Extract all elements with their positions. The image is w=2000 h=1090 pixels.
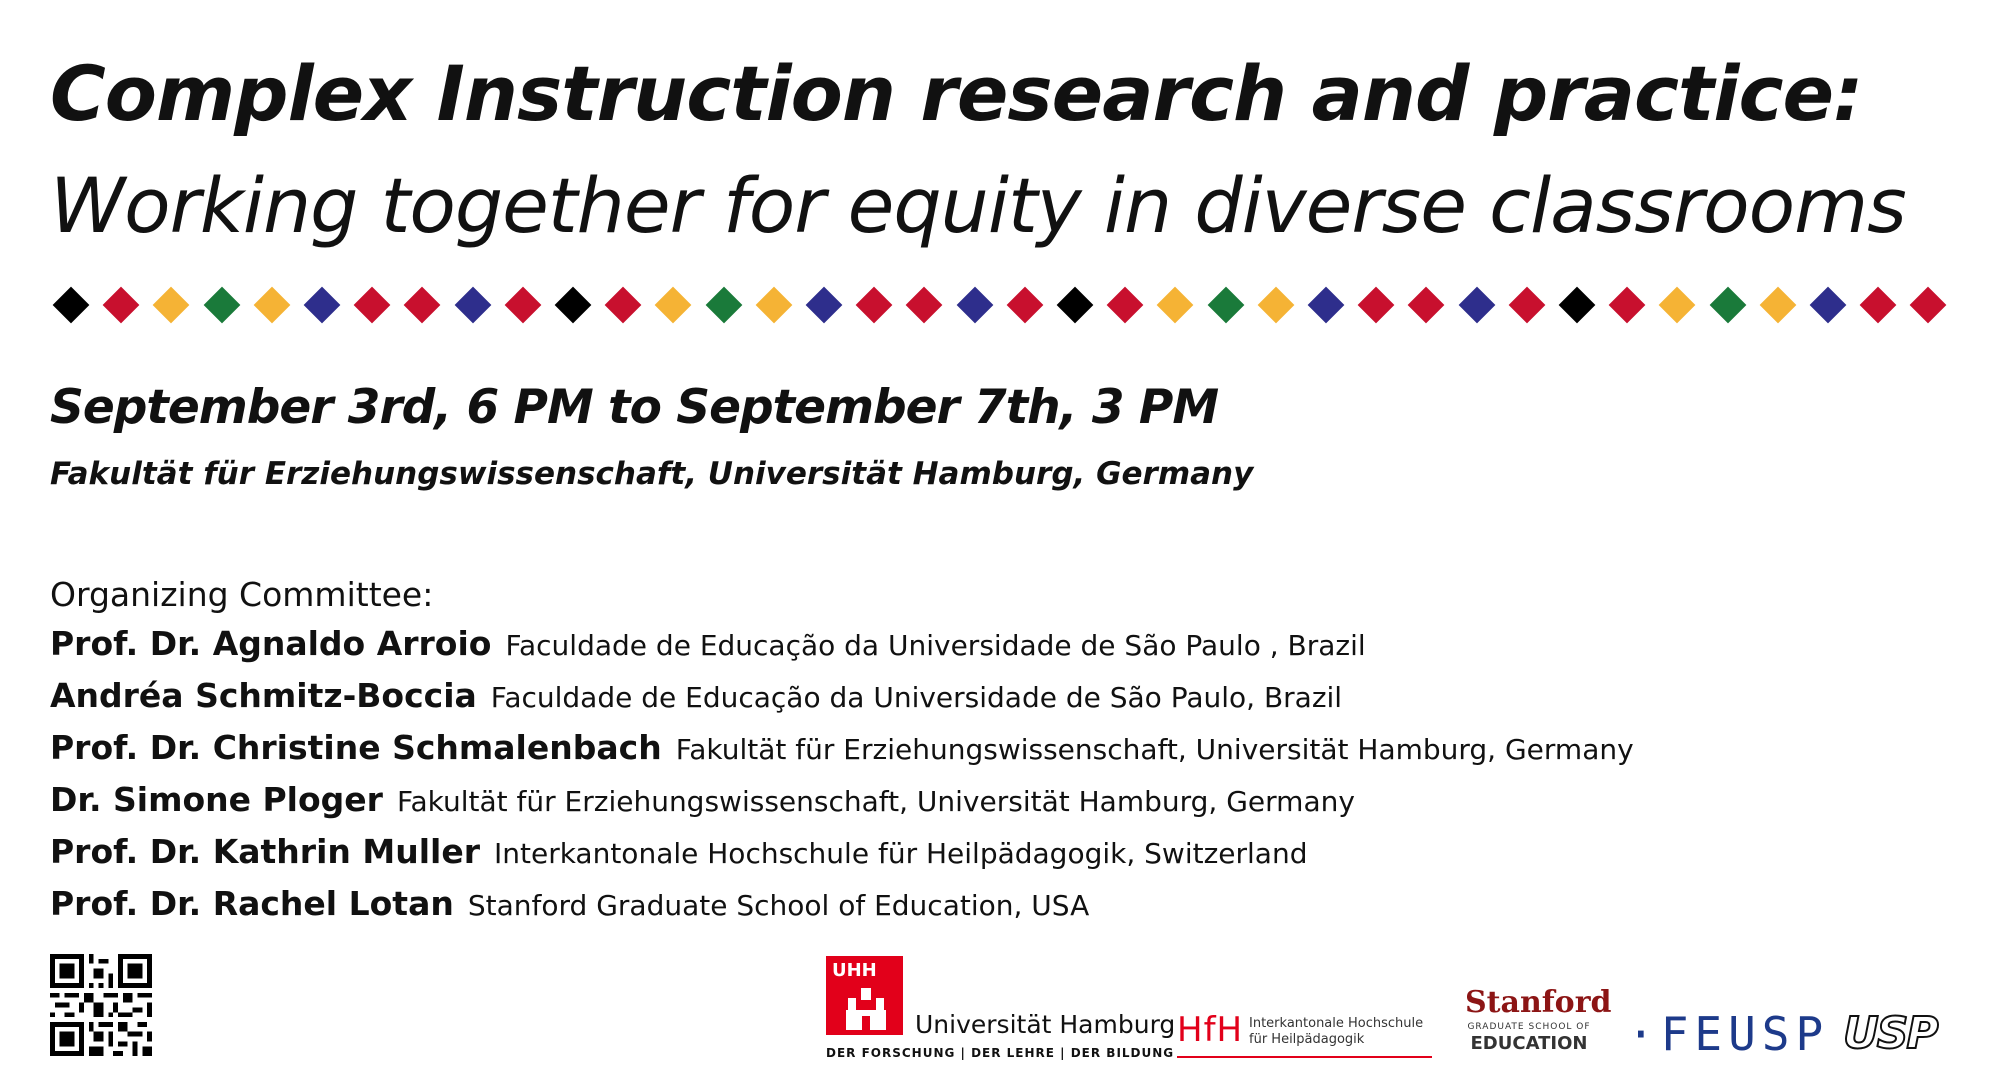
diamond-ornament	[655, 287, 692, 324]
diamond-ornament	[53, 287, 90, 324]
uhh-red-block	[826, 956, 903, 1035]
diamond-ornament	[1207, 287, 1244, 324]
hfh-name-line-1: Interkantonale Hochschule	[1249, 1016, 1424, 1031]
diamond-ornament	[555, 287, 592, 324]
member-name: Prof. Dr. Kathrin Muller	[50, 832, 480, 871]
stanford-logo	[1465, 985, 1612, 1062]
committee-member	[50, 884, 1089, 936]
diamond-ornament	[354, 287, 391, 324]
committee-member	[50, 624, 1366, 676]
diamond-ornament	[504, 287, 541, 324]
universitaet-hamburg-logo	[826, 956, 1176, 1062]
committee-member	[50, 676, 1342, 728]
member-affiliation: Interkantonale Hochschule für Heilpädagogik, Switzerland	[493, 837, 1308, 870]
member-name: Prof. Dr. Rachel Lotan	[50, 884, 454, 923]
diamond-ornament	[1157, 287, 1194, 324]
member-affiliation: Fakultät für Erziehungswissenschaft, Universität Hamburg, Germany	[396, 785, 1355, 818]
member-affiliation: Stanford Graduate School of Education, USA	[467, 889, 1090, 922]
committee-member	[50, 780, 1355, 832]
stanford-education: EDUCATION	[1470, 1033, 1588, 1054]
diamond-ornament	[956, 287, 993, 324]
diamond-ornament	[1458, 287, 1495, 324]
member-name: Prof. Dr. Agnaldo Arroio	[50, 624, 492, 663]
diamond-ornament	[1759, 287, 1796, 324]
stanford-subtitle: GRADUATE SCHOOL OF	[1467, 1022, 1591, 1032]
diamond-ornament	[1408, 287, 1445, 324]
member-name: Andréa Schmitz-Boccia	[50, 676, 477, 715]
diamond-ornament	[705, 287, 742, 324]
uhh-name: Universität Hamburg	[915, 1010, 1176, 1039]
uhh-motto: DER FORSCHUNG | DER LEHRE | DER BILDUNG	[826, 1046, 1175, 1060]
diamond-ornament	[806, 287, 843, 324]
committee-member	[50, 832, 1307, 884]
diamond-ornament	[605, 287, 642, 324]
diamond-ornament	[1358, 287, 1395, 324]
diamond-ornament	[1860, 287, 1897, 324]
member-affiliation: Faculdade de Educação da Universidade de São Paulo, Brazil	[490, 681, 1343, 714]
hfh-mark: HfH	[1177, 1010, 1244, 1050]
diamond-ornament	[755, 287, 792, 324]
usp-wordmark: USP	[1843, 1008, 1937, 1059]
member-affiliation: Faculdade de Educação da Universidade de São Paulo , Brazil	[505, 629, 1366, 662]
diamond-ornament	[304, 287, 341, 324]
hfh-logo	[1177, 1010, 1432, 1060]
diamond-ornament	[1057, 287, 1094, 324]
diamond-ornament	[1006, 287, 1043, 324]
member-name: Prof. Dr. Christine Schmalenbach	[50, 728, 662, 767]
event-date: September 3rd, 6 PM to September 7th, 3 PM	[50, 380, 1219, 435]
hfh-underline	[1177, 1056, 1432, 1058]
diamond-ornament	[1810, 287, 1847, 324]
diamond-ornament	[906, 287, 943, 324]
diamond-ornament	[404, 287, 441, 324]
diamond-ornament	[1508, 287, 1545, 324]
feusp-logo	[1627, 1007, 1830, 1061]
committee-member	[50, 728, 1634, 780]
diamond-ornament	[1659, 287, 1696, 324]
usp-logo	[1843, 1008, 1951, 1060]
diamond-ornament	[203, 287, 240, 324]
diamond-ornament	[1308, 287, 1345, 324]
diamond-ornament	[253, 287, 290, 324]
diamond-ornament	[1107, 287, 1144, 324]
diamond-ornament	[1609, 287, 1646, 324]
qr-code-icon[interactable]	[50, 954, 152, 1056]
member-affiliation: Fakultät für Erziehungswissenschaft, Universität Hamburg, Germany	[675, 733, 1634, 766]
diamond-ornament	[454, 287, 491, 324]
diamond-ornament	[856, 287, 893, 324]
diamond-divider	[58, 286, 1978, 326]
uhh-mark: UHH	[832, 960, 877, 981]
diamond-ornament	[1910, 287, 1947, 324]
title-line-2: Working together for equity in diverse classrooms	[50, 161, 1906, 250]
diamond-ornament	[1257, 287, 1294, 324]
diamond-ornament	[1709, 287, 1746, 324]
hfh-name-line-2: für Heilpädagogik	[1249, 1032, 1365, 1047]
diamond-ornament	[103, 287, 140, 324]
castle-icon	[846, 988, 886, 1030]
member-name: Dr. Simone Ploger	[50, 780, 383, 819]
event-venue: Fakultät für Erziehungswissenschaft, Universität Hamburg, Germany	[50, 456, 1254, 492]
diamond-ornament	[153, 287, 190, 324]
stanford-wordmark: Stanford	[1465, 985, 1612, 1020]
title-line-1: Complex Instruction research and practice:	[50, 49, 1863, 138]
committee-heading: Organizing Committee:	[50, 575, 434, 614]
feusp-wordmark: ·FEUSP	[1627, 1007, 1830, 1061]
diamond-ornament	[1559, 287, 1596, 324]
